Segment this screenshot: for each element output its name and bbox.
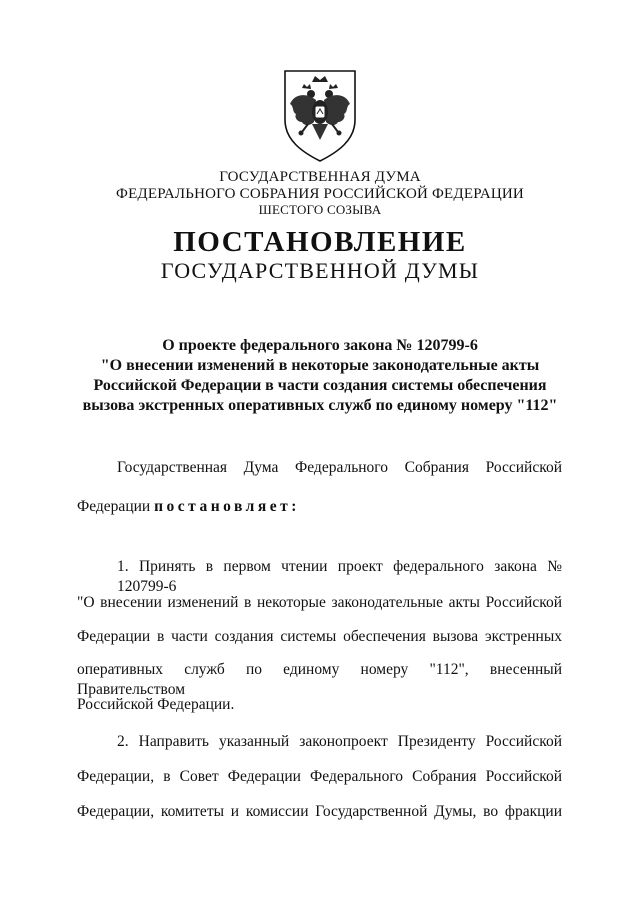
item2-line: 2. Направить указанный законопроект Президенту Российской [117, 733, 562, 750]
header-duma: ГОСУДАРСТВЕННАЯ ДУМА [219, 169, 421, 185]
item1-line: "О внесении изменений в некоторые законодательные акты Российской [77, 594, 562, 611]
item2-line: Федерации, комитеты и комиссии Государственной Думы, во фракции [77, 803, 562, 820]
item2-line: Федерации, в Совет Федерации Федерального Собрания Российской [77, 768, 562, 785]
item1-line: Федерации в части создания системы обеспечения вызова экстренных [77, 628, 562, 645]
subject-line: О проекте федерального закона № 120799-6 [162, 337, 478, 354]
preamble-line [77, 497, 562, 517]
coat-of-arms-emblem [282, 68, 358, 164]
header-federal-assembly: ФЕДЕРАЛЬНОГО СОБРАНИЯ РОССИЙСКОЙ ФЕДЕРАЦИИ [116, 186, 524, 202]
item1-line: Российской Федерации. [77, 696, 235, 713]
preamble-line: Государственная Дума Федерального Собрания Российской [117, 459, 562, 476]
subject-line: вызова экстренных оперативных служб по единому номеру "112" [82, 397, 558, 414]
preamble-decree-word: постановляет: [154, 498, 300, 515]
header-convocation: ШЕСТОГО СОЗЫВА [258, 202, 382, 217]
document-title: ПОСТАНОВЛЕНИЕ [173, 226, 467, 258]
item1-line: 1. Принять в первом чтении проект федерального закона № 120799-6 [117, 558, 562, 595]
item1-line: оперативных служб по единому номеру "112", внесенный Правительством [77, 661, 562, 698]
document-subtitle: ГОСУДАРСТВЕННОЙ ДУМЫ [160, 258, 480, 283]
subject-line: Российской Федерации в части создания системы обеспечения [93, 377, 547, 394]
preamble-start: Федерации [77, 498, 151, 515]
subject-line: "О внесении изменений в некоторые законодательные акты [100, 357, 540, 374]
